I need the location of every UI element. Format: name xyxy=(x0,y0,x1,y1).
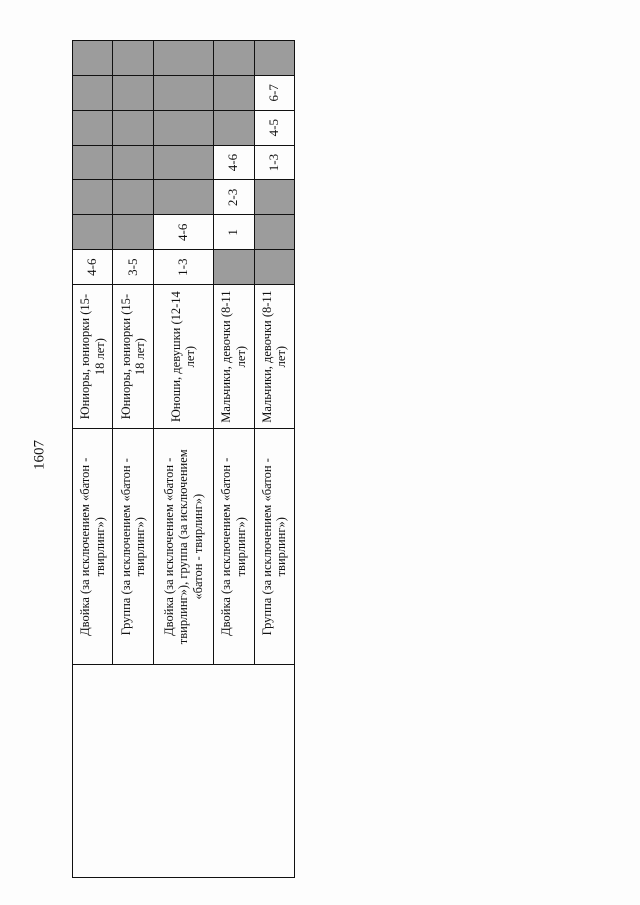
discipline-cell: Группа (за исключением «батон - твирлинг») xyxy=(113,429,153,665)
discipline-cell: Двойка (за исключением «батон - твирлинг») xyxy=(73,429,113,665)
shaded-cell xyxy=(254,215,295,250)
place-cell: 3-5 xyxy=(113,250,153,285)
shaded-cell xyxy=(153,75,213,110)
age-cell: Юниоры, юниорки (15-18 лет) xyxy=(113,285,153,429)
shaded-cell xyxy=(153,41,213,76)
rotated-table-wrapper xyxy=(72,40,295,878)
place-cell: 4-6 xyxy=(214,145,254,180)
shaded-cell xyxy=(73,145,113,180)
shaded-cell xyxy=(214,75,254,110)
shaded-cell xyxy=(113,145,153,180)
shaded-cell xyxy=(214,41,254,76)
shaded-cell xyxy=(73,215,113,250)
shaded-cell xyxy=(254,180,295,215)
place-cell: 1-3 xyxy=(153,250,213,285)
discipline-cell: Двойка (за исключением «батон - твирлинг») xyxy=(214,429,254,665)
place-cell: 1 xyxy=(214,215,254,250)
shaded-cell xyxy=(113,215,153,250)
discipline-cell: Группа (за исключением «батон - твирлинг») xyxy=(254,429,295,665)
shaded-cell xyxy=(214,110,254,145)
age-cell: Юниоры, юниорки (15-18 лет) xyxy=(73,285,113,429)
age-cell: Юноши, девушки (12-14 лет) xyxy=(153,285,213,429)
place-cell: 1-3 xyxy=(254,145,295,180)
age-cell: Мальчики, девочки (8-11 лет) xyxy=(214,285,254,429)
place-cell: 4-5 xyxy=(254,110,295,145)
shaded-cell xyxy=(153,145,213,180)
shaded-cell xyxy=(113,75,153,110)
shaded-cell xyxy=(113,110,153,145)
shaded-cell xyxy=(73,41,113,76)
competition-table xyxy=(72,40,295,878)
shaded-cell xyxy=(73,75,113,110)
page-number: 1607 xyxy=(31,440,48,470)
discipline-cell: Двойка (за исключением «батон - твирлинг»), группа (за исключением «батон - твирлинг») xyxy=(153,429,213,665)
shaded-cell xyxy=(214,250,254,285)
table-row xyxy=(73,41,113,878)
age-cell: Мальчики, девочки (8-11 лет) xyxy=(254,285,295,429)
place-cell: 6-7 xyxy=(254,75,295,110)
shaded-cell xyxy=(73,110,113,145)
shaded-cell xyxy=(254,41,295,76)
place-cell: 2-3 xyxy=(214,180,254,215)
place-cell: 4-6 xyxy=(73,250,113,285)
shaded-cell xyxy=(254,250,295,285)
place-cell: 4-6 xyxy=(153,215,213,250)
shaded-cell xyxy=(73,180,113,215)
shaded-cell xyxy=(113,41,153,76)
shaded-cell xyxy=(153,180,213,215)
shaded-cell xyxy=(113,180,153,215)
merged-blank-cell xyxy=(73,665,295,878)
shaded-cell xyxy=(153,110,213,145)
